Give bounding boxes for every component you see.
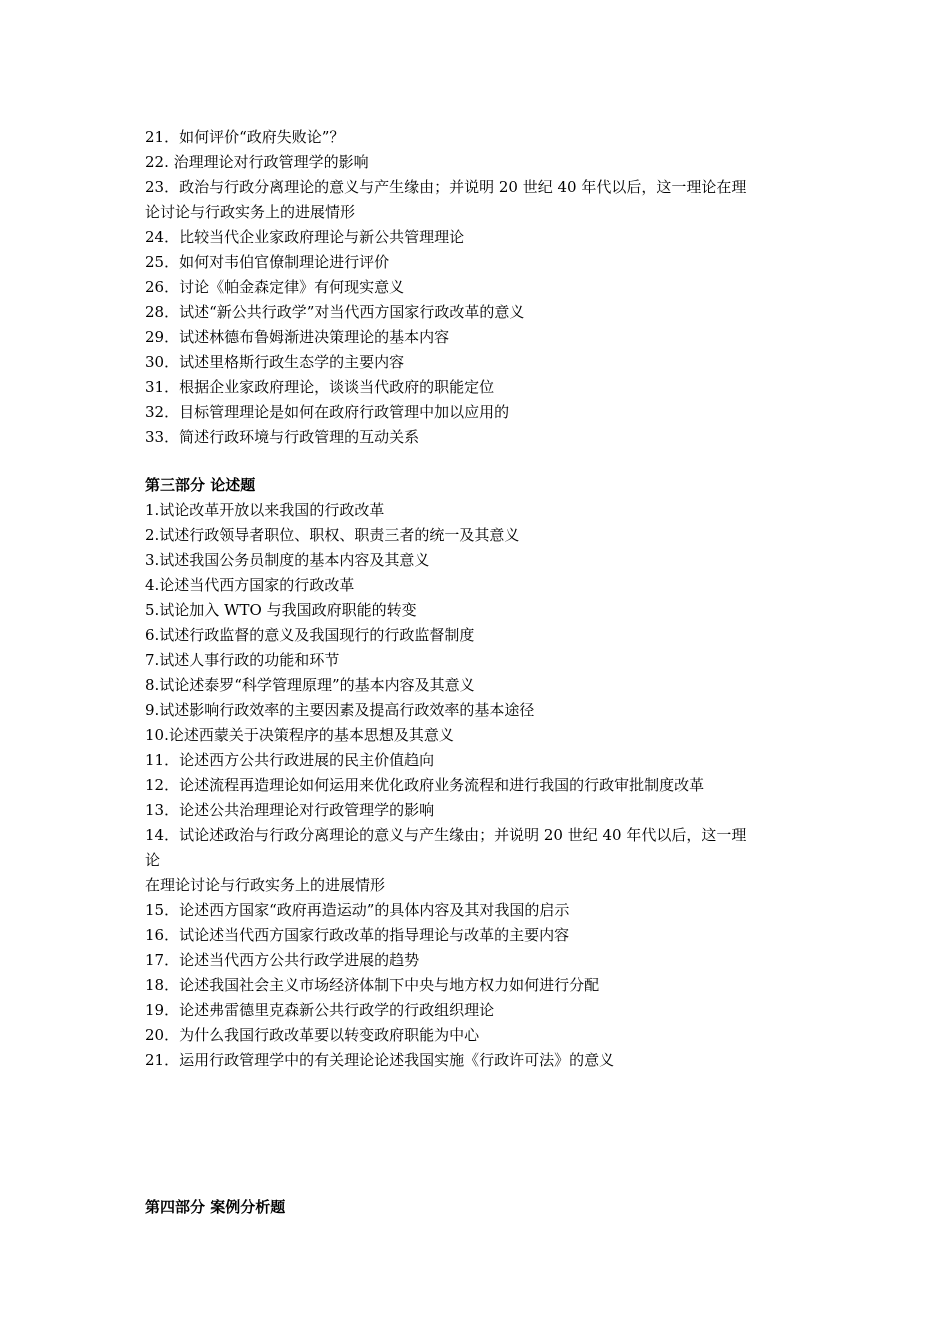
question-line: 26．讨论《帕金森定律》有何现实意义 [145,278,405,296]
question-line: 25．如何对韦伯官僚制理论进行评价 [145,253,390,271]
question-line: 21．运用行政管理学中的有关理论论述我国实施《行政许可法》的意义 [145,1051,615,1069]
question-line: 4.论述当代西方国家的行政改革 [145,576,355,594]
question-line: 28．试述“新公共行政学”对当代西方国家行政改革的意义 [145,303,525,321]
question-line: 21．如何评价“政府失败论”？ [145,128,345,146]
question-line: 13．论述公共治理理论对行政管理学的影响 [145,801,435,819]
question-line: 29．试述林德布鲁姆渐进决策理论的基本内容 [145,328,450,346]
question-line: 24．比较当代企业家政府理论与新公共管理理论 [145,228,465,246]
case-analysis-section [145,1195,815,1220]
question-line: 在理论讨论与行政实务上的进展情形 [145,876,386,894]
question-line: 22. 治理理论对行政管理学的影响 [145,153,369,171]
question-line: 3.试述我国公务员制度的基本内容及其意义 [145,551,430,569]
section-heading: 第三部分 论述题 [145,476,256,494]
question-line: 12．论述流程再造理论如何运用来优化政府业务流程和进行我国的行政审批制度改革 [145,776,705,794]
question-line: 8.试论述泰罗“科学管理原理”的基本内容及其意义 [145,676,475,694]
question-line: 5.试论加入 WTO 与我国政府职能的转变 [145,601,417,619]
question-line: 10.论述西蒙关于决策程序的基本思想及其意义 [145,726,454,744]
question-line: 23．政治与行政分离理论的意义与产生缘由；并说明 20 世纪 40 年代以后，这一理论在理 [145,178,747,196]
question-line: 论讨论与行政实务上的进展情形 [145,203,356,221]
question-line: 1.试论改革开放以来我国的行政改革 [145,501,385,519]
question-line: 32．目标管理理论是如何在政府行政管理中加以应用的 [145,403,510,421]
question-line: 7.试述人事行政的功能和环节 [145,651,340,669]
question-line: 30．试述里格斯行政生态学的主要内容 [145,353,405,371]
question-line: 18．论述我国社会主义市场经济体制下中央与地方权力如何进行分配 [145,976,600,994]
question-line: 17．论述当代西方公共行政学进展的趋势 [145,951,420,969]
question-line: 15．论述西方国家“政府再造运动”的具体内容及其对我国的启示 [145,901,570,919]
short-answer-questions-continued [145,125,815,450]
question-line: 33．简述行政环境与行政管理的互动关系 [145,428,420,446]
essay-questions-section [145,473,815,1073]
question-line: 11．论述西方公共行政进展的民主价值趋向 [145,751,435,769]
question-line: 31．根据企业家政府理论，谈谈当代政府的职能定位 [145,378,495,396]
question-line: 论 [145,851,161,869]
question-line: 9.试述影响行政效率的主要因素及提高行政效率的基本途径 [145,701,535,719]
question-line: 2.试述行政领导者职位、职权、职责三者的统一及其意义 [145,526,520,544]
section-heading: 第四部分 案例分析题 [145,1198,286,1216]
question-line: 6.试述行政监督的意义及我国现行的行政监督制度 [145,626,475,644]
question-line: 14．试论述政治与行政分离理论的意义与产生缘由；并说明 20 世纪 40 年代以后，这一理 [145,826,747,844]
question-line: 16．试论述当代西方国家行政改革的指导理论与改革的主要内容 [145,926,570,944]
question-line: 19．论述弗雷德里克森新公共行政学的行政组织理论 [145,1001,495,1019]
question-line: 20．为什么我国行政改革要以转变政府职能为中心 [145,1026,480,1044]
